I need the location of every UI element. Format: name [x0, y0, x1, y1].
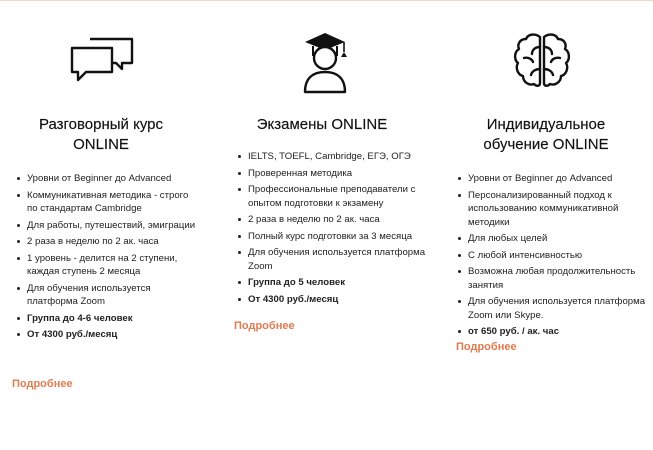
brain-icon	[512, 31, 572, 91]
course-title	[476, 115, 616, 155]
feature-item: Коммуникативная методика - строго по стандартам Cambridge	[15, 189, 200, 216]
feature-item: Возможна любая продолжительность занятия	[456, 265, 646, 292]
feature-item: Профессиональные преподаватели с опытом подготовки к экзамену	[236, 183, 426, 210]
feature-item: 2 раза в неделю по 2 ак. часа	[236, 213, 426, 227]
feature-list	[456, 172, 646, 342]
feature-item: Уровни от Beginner до Advanced	[456, 172, 646, 186]
feature-item: Группа до 5 человек	[236, 276, 426, 290]
feature-list	[15, 172, 200, 345]
feature-item: Для обучения используется платформа Zoom или Skype.	[456, 295, 646, 322]
feature-item: Группа до 4-6 человек	[15, 312, 200, 326]
title-line: Разговорный курс	[38, 116, 164, 133]
feature-item: от 650 руб. / ак. час	[456, 325, 646, 339]
more-link[interactable]: Подробнее	[234, 320, 295, 332]
feature-item: От 4300 руб./месяц	[15, 328, 200, 342]
feature-list	[236, 150, 426, 309]
feature-item: Для работы, путешествий, эмиграции	[15, 219, 200, 233]
feature-item: 2 раза в неделю по 2 ак. часа	[15, 235, 200, 249]
feature-item: Для любых целей	[456, 232, 646, 246]
feature-item: Персонализированный подход к использованию коммуникативной методики	[456, 189, 646, 230]
feature-item: 1 уровень - делится на 2 ступени, каждая ступень 2 месяца	[15, 252, 200, 279]
course-title	[31, 115, 171, 155]
title-line: Экзамены ONLINE	[256, 116, 388, 133]
feature-item: Для обучения используется платформа Zoom	[236, 246, 426, 273]
title-line: обучение ONLINE	[483, 136, 609, 153]
feature-item: Уровни от Beginner до Advanced	[15, 172, 200, 186]
feature-item: С любой интенсивностью	[456, 249, 646, 263]
feature-item: IELTS, TOEFL, Cambridge, ЕГЭ, ОГЭ	[236, 150, 426, 164]
feature-item: От 4300 руб./месяц	[236, 293, 426, 307]
title-line: Индивидуальное	[486, 116, 606, 133]
top-divider	[0, 0, 653, 8]
feature-item: Полный курс подготовки за 3 месяца	[236, 230, 426, 244]
feature-item: Для обучения используется платформа Zoom	[15, 282, 200, 309]
graduate-cap-icon	[301, 30, 351, 94]
title-line: ONLINE	[73, 136, 129, 153]
more-link[interactable]: Подробнее	[456, 341, 517, 353]
speech-bubbles-icon	[68, 36, 136, 84]
more-link[interactable]: Подробнее	[12, 378, 73, 390]
course-title	[252, 115, 392, 135]
feature-item: Проверенная методика	[236, 167, 426, 181]
